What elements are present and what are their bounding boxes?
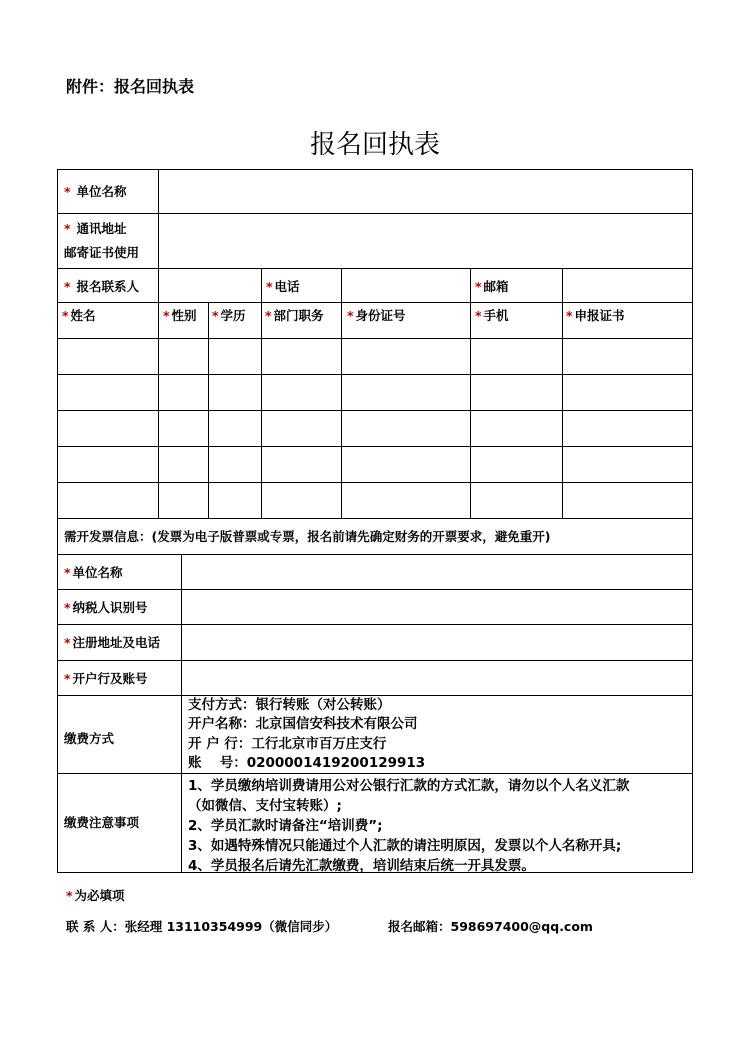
phone-label: * 电话 [266, 279, 300, 294]
note-item: 3、如遇特殊情况只能通过个人汇款的请注明原因，发票以个人名称开具; [188, 838, 622, 854]
table-rule [470, 268, 471, 518]
address-note: 邮寄证书使用 [64, 245, 140, 260]
unit-name-label: * 单位名称 [64, 184, 127, 199]
note-item: 1、学员缴纳培训费请用公对公银行汇款的方式汇款，请勿以个人名义汇款 [188, 778, 630, 794]
table-rule [57, 773, 693, 774]
column-header-name: * 姓名 [62, 308, 96, 323]
invoice-unit-name-label: * 单位名称 [64, 565, 123, 580]
required-star: * [66, 888, 73, 903]
table-rule [181, 554, 182, 873]
bank-account-label: * 开户行及账号 [64, 671, 148, 686]
table-rule [57, 213, 693, 214]
table-rule [57, 554, 693, 555]
account-name: 开户名称：北京国信安科技术有限公司 [188, 716, 418, 732]
table-rule [208, 302, 209, 518]
contact-line [66, 917, 593, 935]
required-star: * [64, 184, 71, 199]
table-rule [261, 302, 262, 518]
table-rule [57, 482, 693, 483]
table-rule [57, 660, 693, 661]
column-header-education: * 学历 [212, 308, 246, 323]
payment-method-value: 支付方式：银行转账（对公转账） [188, 697, 391, 713]
table-rule [158, 169, 159, 518]
payment-notes-label: 缴费注意事项 [64, 815, 140, 830]
payment-method-label: 缴费方式 [64, 731, 115, 746]
payment-notes [188, 776, 688, 876]
table-rule [57, 338, 693, 339]
email-contact: 报名邮箱：598697400@qq.com [388, 919, 593, 934]
bank-info: 开 户 行：工行北京市百万庄支行 [188, 736, 387, 752]
table-rule [261, 268, 262, 302]
email-label: * 邮箱 [475, 279, 509, 294]
table-rule [57, 268, 693, 269]
required-star: * [475, 279, 482, 294]
column-header-gender: * 性别 [163, 308, 197, 323]
required-star: * [64, 221, 71, 236]
contact-person-label: * 报名联系人 [64, 279, 140, 294]
tax-id-label: * 纳税人识别号 [64, 600, 148, 615]
column-header-mobile: * 手机 [475, 308, 509, 323]
table-rule [57, 518, 693, 519]
reg-address-phone-label: * 注册地址及电话 [64, 635, 161, 650]
required-star: * [266, 279, 273, 294]
column-header-id-number: * 身份证号 [347, 308, 406, 323]
address-label: * 通讯地址 [64, 221, 127, 236]
column-header-department: * 部门职务 [265, 308, 324, 323]
note-item: 2、学员汇款时请备注“培训费”; [188, 818, 383, 834]
contact-value: 张经理 13110354999（微信同步） [124, 919, 338, 934]
table-rule [562, 268, 563, 518]
contact-label: 联 系 人： [66, 919, 125, 934]
table-rule [57, 589, 693, 590]
table-rule [57, 446, 693, 447]
table-rule [341, 268, 342, 518]
account-number: 账 号：0200001419200129913 [188, 755, 426, 771]
table-rule [57, 624, 693, 625]
table-rule [57, 410, 693, 411]
table-rule [57, 302, 693, 303]
column-header-certificate: * 申报证书 [566, 308, 625, 323]
note-item: 4、学员报名后请先汇款缴费，培训结束后统一开具发票。 [188, 858, 535, 874]
invoice-header: 需开发票信息：(发票为电子版普票或专票，报名前请先确定财务的开票要求，避免重开) [64, 529, 551, 544]
attachment-label: 附件：报名回执表 [66, 77, 195, 96]
required-footnote: * 为必填项 [66, 888, 125, 903]
note-item: （如微信、支付宝转账）; [188, 798, 342, 814]
table-rule [57, 374, 693, 375]
required-star: * [64, 279, 71, 294]
form-title: 报名回执表 [309, 130, 440, 160]
